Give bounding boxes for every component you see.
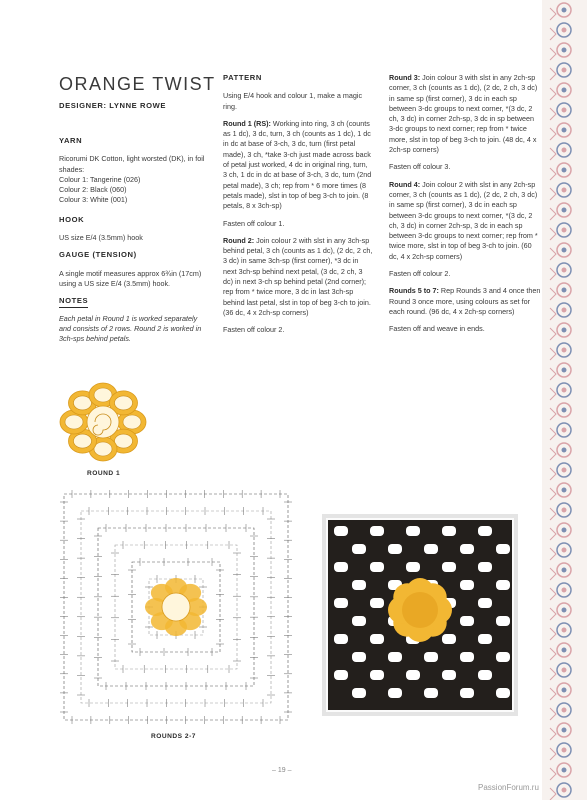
watermark: PassionForum.ru (478, 783, 539, 792)
round-3-instructions: Round 3: Join colour 3 with slst in any 2ch-sp corner, 3 ch (counts as 1 dc), (2 dc, 2 ch, 3 dc) in same sp (first corner), 3 dc in each sp between 3-dc groups to next corner, *(3 dc, 2 ch, 3 dc) in corner 2ch-sp, 3 dc in sp between 3-dc groups to next corner; rep from * twice more, slst in top of beg 3-ch to join. (48 dc, 4 x 2ch-sp corners) (389, 73, 538, 155)
yarn-description: Ricorumi DK Cotton, light worsted (DK), in foil shades: (59, 154, 205, 174)
gauge-heading: GAUGE (TENSION) (59, 250, 137, 260)
yarn-colour-2: Colour 2: Black (060) (59, 185, 127, 195)
fasten-off-4: Fasten off colour 2. (389, 269, 451, 279)
round-4-instructions: Round 4: Join colour 2 with slst in any 2ch-sp corner, 3 ch (counts as 1 dc), (2 dc, 2 ch, 3 dc) in same sp (first corner), 3 dc in each sp between 3-dc groups to next corner, *(3 dc, 2 ch, 3 dc) in corner 2ch-sp, 3 dc in each sp between 3-dc groups to next corner; rep from * twice more, slst in top of beg 3-ch to join. (60 dc, 4 x 2ch-sp corners) (389, 179, 538, 261)
pattern-title: ORANGE TWIST (59, 74, 216, 94)
pattern-column (223, 73, 373, 343)
fasten-off-3: Fasten off colour 3. (389, 162, 451, 172)
yarn-colour-1: Colour 1: Tangerine (026) (59, 174, 141, 184)
finished-square-photo (322, 514, 518, 716)
fasten-off-1: Fasten off colour 1. (223, 218, 285, 228)
round-1-diagram (55, 378, 151, 466)
round-1-caption: ROUND 1 (87, 470, 121, 477)
pattern-intro: Using E/4 hook and colour 1, make a magic ring. (223, 91, 363, 111)
page-number: – 19 – (272, 767, 292, 774)
fasten-off-2: Fasten off colour 2. (223, 325, 285, 335)
rounds-5-7-instructions: Rounds 5 to 7: Rep Rounds 3 and 4 once then Round 3 once more, using colours as set for each round. (96 dc, 4 x 2ch-sp corners) (389, 286, 541, 316)
rounds-2-7-diagram (58, 488, 294, 726)
hook-heading: HOOK (59, 214, 85, 224)
gauge-text: A single motif measures approx 6¾in (17cm) using a US size E/4 (3.5mm) hook. (59, 268, 202, 288)
decorative-border (542, 0, 587, 800)
pattern-heading: PATTERN (223, 73, 262, 82)
notes-heading: NOTES (59, 296, 88, 307)
designer-name: DESIGNER: LYNNE ROWE (59, 101, 167, 110)
yarn-heading: YARN (59, 136, 83, 145)
notes-text: Each petal in Round 1 is worked separately and consists of 2 rows. Round 2 is worked in 3ch-sps behind petals. (59, 313, 202, 344)
hook-text: US size E/4 (3.5mm) hook (59, 233, 143, 243)
yarn-colour-3: Colour 3: White (001) (59, 195, 128, 205)
round-2-instructions: Round 2: Join colour 2 with slst in any 3ch-sp behind petal, 3 ch (counts as 1 dc), (2 dc, 2 ch, 3 dc) in same 3ch-sp (first corner), *3 dc in next 3ch-sp behind next petal, (3 dc, 2 ch, 3 dc) in next 3-ch sp behind petal (2nd corner); rep from * twice more, 3 dc in last 3ch-sp behind last petal, slst in top of beg 3-ch to join. (36 dc, 4 x 2ch-sp corners) (223, 235, 373, 317)
pattern-column-2 (389, 73, 541, 342)
final-instruction: Fasten off and weave in ends. (389, 324, 485, 334)
materials-column (59, 136, 209, 351)
round-1-instructions: Round 1 (RS): Working into ring, 3 ch (counts as 1 dc), 3 dc, turn, 3 ch (counts as 1 dc), 1 dc in dc at base of 3-ch, 3 dc, turn (first petal made), 3 ch, *take 3-ch just made across back of petal just worked, 4 dc in original ring, turn, 3 ch, 1 dc in dc at base of 3-ch, 3 dc, turn (2nd petal made), 3 ch; rep from * 6 more times (8 petals made), slst in top of beg 3-ch to join. (8 petals, 8 x 3ch-sp) (223, 118, 372, 211)
rounds-2-7-caption: ROUNDS 2-7 (151, 733, 196, 740)
